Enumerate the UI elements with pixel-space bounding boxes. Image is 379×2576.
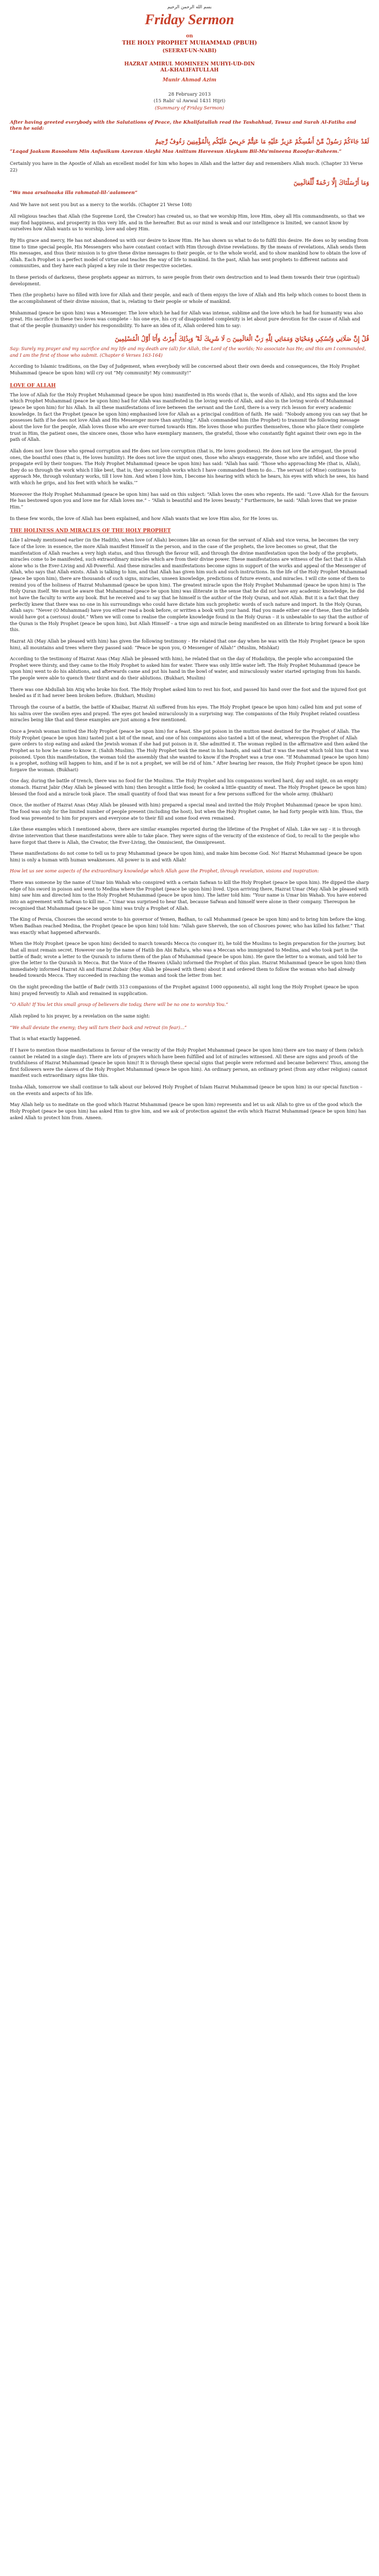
paragraph: Once a Jewish woman invited the Holy Prophet (peace be upon him) for a feast. She put poison in the mutton meat destined for the Prophet of Allah. The Holy Prophet (peace be upon him) tasted just a bit of the meat, and one of his companions also tasted a bit of the meat, whereupon the Prophet of Allah gave orders to stop eating and asked the Jewish woman if she had put poison in it. She admitted it. The woman replied in the affirmative and then asked the Prophet as to how he came to know it. (Sahih Muslim). The Holy Prophet took the meat in his hands, and said that it was the meat which told him that it was poisoned. Upon this manifestation, the woman told the assembly that she wanted to know if the Prophet was a true one. “If Muhammad (peace be upon him) is a prophet, nothing will happen to him, and if he is not a prophet, we will be rid of him.” After hearing her reason, the Holy Prophet (peace be upon him) forgave the woman. (Bukhari) [10, 728, 369, 772]
transliteration-2: “Wa maa arsalnaaka illa rahmatal-lil-‘aalameen” [10, 190, 138, 196]
paragraph: That is what exactly happened. [10, 1036, 81, 1042]
arabic-verse-2: وَمَا أَرْسَلْنَاكَ إِلَّا رَحْمَةً لِّلْعَالَمِينَ [293, 179, 369, 187]
paragraph: Insha-Allah, tomorrow we shall continue to talk about our beloved Holy Prophet of Islam Hazrat Muhammad (peace be upon him) in our special function – on the events and aspects of his life. [10, 1084, 363, 1096]
paragraph: When the Holy Prophet (peace be upon him) decided to march towards Mecca (to conquer it), he told the Muslims to begin preparation for the journey, but that all must remain secret. However one by the name of Hatib ibn Abi Balta'a, who was a Meccan who immigrated to Medina, and who took part in the battle of Badr, wrote a letter to the Quraish to inform them of the plan of Muhammad (peace be upon him). He gave the letter to a woman, and told her to give the letter to the Quraish in Mecca. But the Voice of the Heaven (Allah) informed the Prophet of this plan. Hazrat Muhammad (peace be upon him) then immediately informed Hazrat Ali and Hazrat Zubair (May Allah be pleased with them) about it and ordered them to follow the woman who had already headed towards Mecca. They succeeded in reaching the woman and took the letter from her. [10, 941, 366, 979]
arabic-verse-1: لَقَدْ جَاءَكُمْ رَسُولٌ مِّنْ أَنفُسِكُمْ عَزِيزٌ عَلَيْهِ مَا عَنِتُّمْ حَرِيصٌ عَلَيْكُم بِالْمُؤْمِنِينَ رَءُوفٌ رَّحِيمٌ [155, 137, 369, 145]
arabic-verse-3: قُلْ إِنَّ صَلَاتِي وَنُسُكِي وَمَحْيَايَ وَمَمَاتِي لِلَّهِ رَبِّ الْعَالَمِينَ ۝ لَا شَرِيكَ لَهُ ۖ وَبِذَٰلِكَ أُمِرْتُ وَأَنَا أَوَّلُ الْمُسْلِمِينَ [114, 335, 369, 342]
paragraph: In these periods of darkness, these prophets appear as mirrors, to save people from their own destruction and to lead them towards their true (spiritual) development. [10, 274, 360, 286]
seerat-label: (SEERAT-UN-NABI) [162, 48, 217, 54]
paragraph: There was one Abdullah bin Atiq who broke his foot. The Holy Prophet asked him to rest his foot, and passed his hand over the foot and the injured foot got healed as if it had never been broken before. (Bukhari, Muslim) [10, 686, 366, 699]
paragraph: All religious teaches that Allah (the Supreme Lord, the Creator) has created us, so that we worship Him, love Him, obey all His commandments, so that we may find happiness, and prosperity in this very life, and in the hereafter. But as our mind is weak and our intelligence is limited, we cannot know by ourselves how Allah wants us to worship, love and obey Him. [10, 213, 365, 232]
speaker-line-2: AL-KHALIFATULLAH [160, 68, 219, 73]
transliteration-1: “Laqad Jaakum Rasoolum Min Anfusikum Azeezun Alayhi Maa Anittum Hareesun Alaykum Bil-Mu'mineena Raoofur-Raheem.” [10, 148, 342, 154]
intro-paragraph: After having greeted everybody with the Salutations of Peace, the Khalifatullah read the Tashahhud, Tawuz and Surah Al-Fatiha and then he said: [10, 120, 356, 132]
paragraph: Like these examples which I mentioned above, there are similar examples reported during the lifetime of the Prophet of Allah. Like we say – it is through divine intervention that these manifestations were able to take place. They were signs of the veracity of the existence of God, to recall to the people who have forgot that there is Allah, the Creator, the Ever-Living, the Omniscient, the Omnipresent. [10, 826, 361, 845]
paragraph: By His grace and mercy, He has not abandoned us with our desire to know Him. He has shown us what to do to fulfil this desire. He does so by sending from time to time special people, His Messengers who have constant contact with Him through divine revelations. By the means of revelations, Allah sends them His messages, and thus their mission is to give these divine messages to their people, or to the whole world, and to show mankind how to obtain the love of Allah. Each Prophet is a perfect model of virtue and teaches the way of life to mankind. In the past, Allah has sent prophets to different nations and communities, and they have each played a key role in their respective societies. [10, 237, 369, 269]
paragraph: There was someone by the name of Umar bin Wahab who conspired with a certain Safwan to kill the Holy Prophet (peace be upon him). He dipped the sharp edge of his sword in poison and went to Medina where the Prophet (peace be upon him) lived. Upon arriving there, Hazrat Umar (May Allah be pleased with him) saw him and directed him to the Holy Prophet Muhammad (peace be upon him). The latter told him: “Your name is Umar bin Wahab. You have entered into an agreement with Safwan to kill me...” Umar was surprised to hear that, because Safwan and himself were alone in their company. Thereupon he recognised that Muhammad (peace be upon him) was truly a Prophet of Allah. [10, 880, 369, 911]
hijri-date: (15 Rabi' ul Awwal 1431 Hijri) [153, 98, 226, 104]
paragraph: Allah does not love those who spread corruption and He does not love corruption (that is, He loves goodness). He does not love the arrogant, the proud ones, the boastful ones (that is, He loves humility). He does not love the unjust ones, those who always exaggerate, those who are infidel, and those who propagate evil by their tongues. The Holy Prophet Muhammad (peace be upon him) has said: “Allah has said: ‘Those who approaching Me (that is, Allah), they do so through the work which I like best, that is, they accomplish works which I have commanded them to do... The servant (of Mine) continues to approach Me, through voluntary works, till I love him. And when I love him, I become his hearing with which he hears, his eyes with which he sees, his hand with which he grips, and his feet with which he walks.’” [10, 447, 369, 486]
paragraph: If I have to mention those manifestations in favour of the veracity of the Holy Prophet Muhammad (peace be upon him) there are too many of them (which cannot be related in a single day). There are lots of prayers which have been fulfilled and lot of miracles witnessed. All these are signs and proofs of the truthfulness of Hazrat Muhammad (peace be upon him)! It is through these special signs that people were reformed and became believers! Thus, among the first followers were the slaves of the Holy Prophet Muhammad (peace be upon him). An ordinary person, an ordinary priest (from any other religion) cannot manifest such extraordinary signs like this. [10, 1047, 369, 1079]
paragraph: Like I already mentioned earlier (in the Hadith), when love (of Allah) becomes like an ocean for the servant of Allah and vice versa, he becomes the very face of the love: in essence, the more Allah manifest Himself in the person, and in the case of the prophets, the love becomes so great, that the manifestation of Allah reaches a very high status, and thus through the favour will, and through the divine manifestation upon the body of the prophets, miracles come to be manifested, such extraordinary miracles which are from their divine power. These manifestations are witness of the fact that it is Allah alone who is the Ever-Living and All-Powerful. And these miracles and manifestations become signs in support of the works and appeal of the Messenger of Allah, who says that Allah exists. Allah is talking to him, and that Allah has given him such and such instructions. In the life of the Holy Prophet Muhammad (peace be upon him), there are thousands of such signs, miracles, unseen knowledge, predictions of future events, and miracles. I will cite some of them to remind you of the holiness of Hazrat Muhammad (peace be upon him). The greatest miracle upon the Holy Prophet Muhammad (peace be upon him) is The Holy Quran itself. We must be aware that Muhammad (peace be upon him) was illiterate in the sense that he did not have any academic knowledge, he did not have the faculty to write any book. But he received and to say that he himself is the author of the Holy Quran, and not Allah. But it is a fact that they perfectly knew that there was no one in his surroundings who could have dictate him such prophetic words of such nature and import. In the Holy Quran, Allah says: “Never (O Muhammad) have you either read a book before, or written a book with your hand. Had you made either one of these, then the infidels would have got a (serious) doubt.” When we will come to realise the complete knowledge found in the Holy Quran – it is unbeatable to say that the author of the Quran is the Holy Prophet (peace be upon him), but Allah Himself – a true sign and miracle being manifested on an illiterate to bring forward a book like this. [10, 537, 369, 633]
bismillah: بسم الله الرحمن الرحيم [167, 4, 212, 9]
summary-label: (Summary of Friday Sermon) [155, 106, 224, 111]
paragraph: Say: Surely my prayer and my sacrifice and my life and my death are (all) for Allah, the Lord of the worlds; No associate has He; and this am I commanded, and I am the first of those who submit. (Chapter 6 Verses 163-164) [10, 346, 366, 358]
paragraph: May Allah help us to meditate on the good which Hazrat Muhammad (peace be upon him) represents and let us ask Allah to give us of the good which the Holy Prophet (peace be upon him) has asked Him to give him, and we ask of protection against the evils which Hazrat Muhammad (peace be upon him) has asked Allah to protect him from. Ameen. [10, 1102, 366, 1120]
speaker-line-1: HAZRAT AMIRUL MOMINEEN MUHYI-UD-DIN [124, 62, 255, 67]
sermon-subject: THE HOLY PROPHET MUHAMMAD (PBUH) [122, 40, 257, 46]
sermon-date: 28 February 2013 [168, 92, 211, 97]
paragraph: The King of Persia, Chosroes the second wrote to his governor of Yemen, Badhan, to call Muhammad (peace be upon him) and to bring him before the king. When Badhan reached Medina, the Prophet (peace be upon him) told him: “Allah gave Sherveh, the son of Chosroes power, who has killed his father.” That was exactly what happened afterwards. [10, 916, 366, 935]
paragraph: The love of Allah for the Holy Prophet Muhammad (peace be upon him) manifested in His words (that is, the words of Allah), and His signs and the love which Prophet Muhammad (peace be upon him) had for Allah was manifested in the loving words of Allah, and also in the loving words of Muhammad (peace be upon him) for his Allah. In all these manifestations of love between the servant and the Lord, there is a very rich lesson for every academic knowledge. In fact the Prophet (peace be upon him) emphasised love for Allah as a principal condition of faith. He said: “Nobody among you can say that he possesses faith if he does not love Allah and His Messenger more than anything.” Allah commanded him (the Prophet) to transmit the following message about the love for the people, Allah loves those who are ever-turned towards Him. He loves those who purifies themselves, those who place their complete trust in Him, the patient ones, the sincere ones, those who have exemplary manners, the grateful, those who constantly fight against their own ego in the path of Allah. [10, 391, 367, 443]
paragraph: How let us see some aspects of the extraordinary knowledge which Allah gave the Prophet, through revelation, visions and inspiration: [10, 868, 319, 874]
paragraph: According to Islamic traditions, on the Day of Judgement, when everybody will be concerned about their own deeds and consequences, the Holy Prophet Muhammad (peace be upon him) will cry out “My community! My community!” [10, 363, 360, 376]
paragraph: Certainly you have in the Apostle of Allah an excellent model for him who hopes in Allah and the latter day and remembers Allah much. (Chapter 33 Verse 22) [10, 161, 363, 173]
section-heading-holiness: THE HOLINESS AND MIRACLES OF THE HOLY PROPHET [10, 528, 171, 534]
paragraph: Once, the mother of Hazrat Anas (May Allah be pleased with him) prepared a special meal and invited the Holy Prophet Muhammad (peace be upon him). The food was only for the limited number of people present (including the host), but when the Holy Prophet came, he had forty people with him. Thus, the food was presented to him for prayers and everyone ate to their fill and some food even remained. [10, 802, 363, 821]
paragraph: Then (the prophets) have no filled with love for Allah and their people, and each of them enjoys the love of Allah and His help which comes to boost them in the accomplishment of their divine mission, that is, relating to their people or whole of mankind. [10, 292, 366, 305]
paragraph: These manifestations do not come to tell us to pray Muhammad (peace be upon him), and make him become God. No! Hazrat Muhammad (peace be upon him) is only a human with human weaknesses. All power is in and with Allah! [10, 850, 362, 863]
paragraph: “O Allah! If You let this small group of believers die today, there will be no one to worship You.” [10, 1002, 228, 1008]
paragraph: Through the course of a battle, the battle of Khaibar, Hazrat Ali suffered from his eyes. The Holy Prophet (peace be upon him) called him and put some of his saliva over the swollen eyes and prayed. The eyes got healed miraculously in a surprising way. The companions of the Holy Prophet related countless miracles being like that and these examples are just among a few mentioned. [10, 704, 362, 723]
paragraph: Allah replied to his prayer, by a revelation on the same night: [10, 1013, 151, 1019]
page-title: Friday Sermon [144, 12, 235, 27]
paragraph: According to the testimony of Hazrat Anas (May Allah be pleased with him), he related that on the day of Hudaibiya, the people who accompanied the Prophet were thirsty, and they came to the Holy Prophet to asked him for water. There was only little water left. The Holy Prophet Muhammad (peace be upon him) went to do his ablutions, and afterwards came and put his hand in the bowl of water, and miraculously water started springing from his hands. The people were able to quench their thirst and do their ablutions. (Bukhari, Muslim) [10, 656, 361, 681]
paragraph: On the night preceding the battle of Badr (with 313 companions of the Prophet against 1000 opponents), all night long the Holy Prophet (peace be upon him) prayed fervently to Allah and remained in supplication. [10, 984, 359, 996]
section-heading-love: LOVE OF ALLAH [10, 383, 56, 389]
on-label: on [186, 34, 193, 39]
paragraph: One day, during the battle of trench, there was no food for the Muslims. The Holy Prophet and his companions worked hard, day and night, on an empty stomach. Hazrat Jabir (May Allah be pleased with him) then brought a little food; he cooked a little quantity of meat. The Holy Prophet (peace be upon him) blessed the food and a miracle took place. The small quantity of food that was meant for a few persons sufficed for the whole army. (Bukhari) [10, 778, 367, 797]
sermon-page [0, 0, 379, 1121]
author-name: Munir Ahmad Azim [163, 78, 216, 83]
paragraph: Muhammad (peace be upon him) was a Messenger. The love which he had for Allah was intense, sublime and the love which he had for humanity was also great. His sacrifice in these two loves was complete – his one eye, his cry of disappointed complexity is let about pure devotion for the cause of Allah and that of the people (humanity) under his responsibility. To have an idea of it, Allah ordered him to say: [10, 309, 363, 328]
paragraph: And We have not sent you but as a mercy to the worlds. (Chapter 21 Verse 108) [10, 202, 192, 208]
paragraph: Hazrat Ali (May Allah be pleased with him) has given the following testimony – He related that one day when he was with the Holy Prophet (peace be upon him), all mountains and trees where they passed said: “Peace be upon you, O Messenger of Allah!” (Muslim, Mishkat) [10, 638, 365, 650]
paragraph: In these few words, the love of Allah has been explained, and how Allah wants that we love Him also, for He loves us. [10, 515, 278, 521]
paragraph: Moreover the Holy Prophet Muhammad (peace be upon him) has said on this subject: “Allah loves the ones who repents. He said: “Love Allah for the favours He has bestowed upon you and love me for Allah loves me.” – “Allah is beautiful and He loves beauty.” Furthermore, he said: “Allah loves that we praise Him.” [10, 491, 369, 510]
paragraph: “We shall deviate the enemy; they will turn their back and retreat (in fear)...” [10, 1024, 187, 1030]
